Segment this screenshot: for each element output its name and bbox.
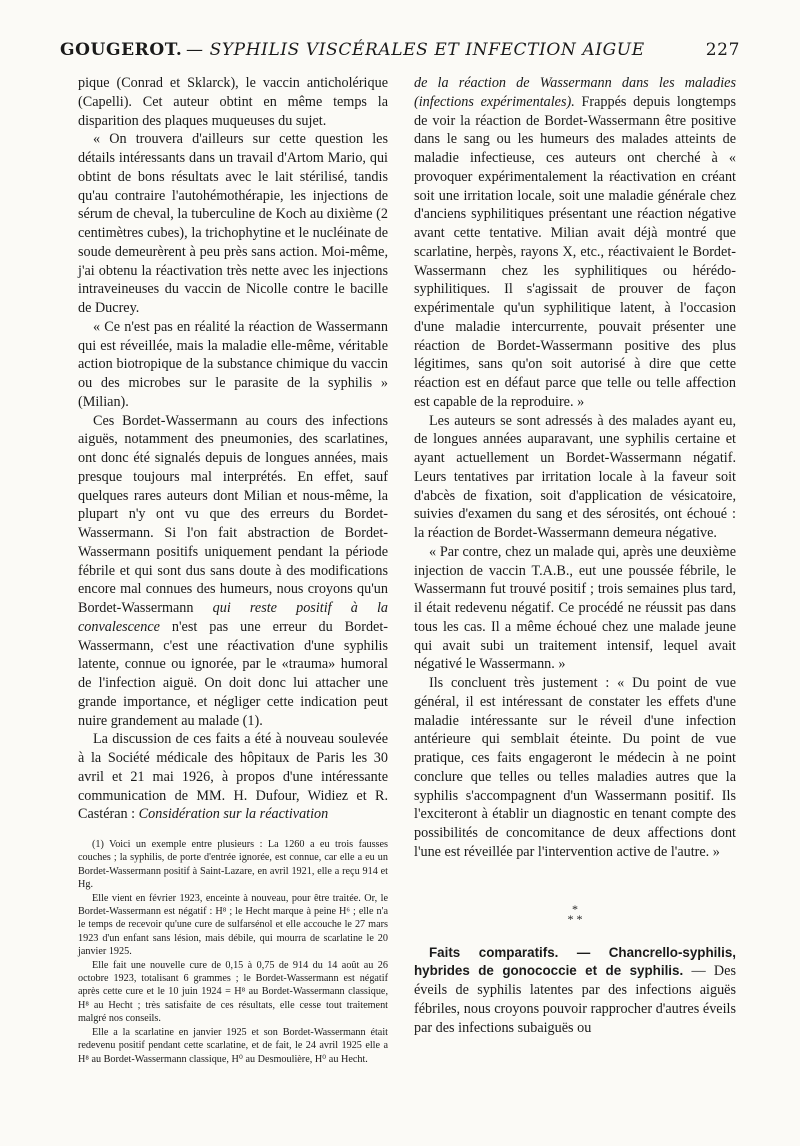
header-author: GOUGEROT. xyxy=(60,40,183,60)
right-column xyxy=(414,74,736,1037)
footnote: Elle a la scarlatine en janvier 1925 et son Bordet-Wassermann était redevenu positif pendant cette scarlatine, et de fait, le 24 avril 1925 elle a H⁸ au Bordet-Wassermann classique, H⁰ au Desmoulière, H⁰ au Hecht. xyxy=(78,1026,388,1065)
left-column xyxy=(78,74,388,1066)
section-heading: Faits comparatifs. — Chancrello-syphilis, hybrides de gonococcie et de syphilis. xyxy=(414,944,736,979)
paragraph: de la réaction de Wassermann dans les maladies (infections expérimentales). Frappés depuis longtemps de voir la réaction de Bordet-Wassermann être positive dans le sang ou les humeurs des malades atteints de maladie infectieuse, ces auteurs ont cherché à « provoquer expérimentalement la réactivation en créant soit une irritation locale, soit une maladie générale chez d'anciens syphilitiques présentant une réaction négative avant cette tentative. Milian avait déjà montré que scarlatine, herpès, rayons X, etc., réactivaient le Bordet-Wassermann chez les syphilitiques ou hérédo-syphilitiques. Il s'agissait de prouver de façon expérimentale qu'un syphilitique latent, à l'occasion d'une maladie intercurrente, pouvait présenter une réaction de Bordet-Wassermann positive des plus légitimes, sans qu'on soit autorisé à dire que cette réaction est en défaut parce que telle ou telle affection est capable de la reproduire. » xyxy=(414,75,736,410)
header-title: — SYPHILIS VISCÉRALES ET INFECTION AIGUE xyxy=(186,40,645,60)
paragraph: La discussion de ces faits a été à nouveau soulevée à la Société médicale des hôpitaux de Paris les 30 avril et 21 mai 1926, à propos d'une intéressante communication de MM. H. Dufour, Widiez et R. Castéran : Considération sur la réactivation xyxy=(78,731,388,823)
running-header xyxy=(60,40,740,66)
paragraph: « Par contre, chez un malade qui, après une deuxième injection de vaccin T.A.B., eut une poussée fébrile, le Wassermann fut trouvé positif ; trois semaines plus tard, il était redevenu négatif. Ce procédé ne réussit pas dans tous les cas. Il a même échoué chez une malade jeune qui avait subi un traitement intensif, lequel avait négativé le Wassermann. » xyxy=(414,543,736,673)
footnote: (1) Voici un exemple entre plusieurs : La 1260 a eu trois fausses couches ; la syphilis, de porte d'entrée ignorée, est connue, car elle a eu un Bordet-Wassermann positif à Saint-Lazare, en avril 1921, elle a reçu 914 et Hg. xyxy=(78,839,388,891)
paragraph: Les auteurs se sont adressés à des malades ayant eu, de longues années auparavant, une syphilis certaine et ayant actuellement un Bordet-Wassermann négatif. Leurs tentatives par irritation locale à la faveur soit d'abcès de fixation, soit d'application de vésicatoire, suivies d'examen du sang et des sérosités, ont échoué : la réaction de Bordet-Wassermann demeura négative. xyxy=(414,412,736,541)
footnote: Elle vient en février 1923, enceinte à nouveau, pour être traitée. Or, le Bordet-Wassermann est négatif : H⁸ ; le Hecht marque à peine H⁶ ; elle n'a le temps de recevoir qu'une cure de sulfarsénol et elle accouche le 27 mars 1923 d'un enfant sans lésion, mais débile, qui mourra de scarlatine le 20 janvier 1925. xyxy=(78,892,388,958)
section-separator: * * * xyxy=(567,901,583,926)
emphasis: Considération sur la réactivation xyxy=(138,806,329,823)
paragraph: Ces Bordet-Wassermann au cours des infections aiguës, notamment des pneumonies, des scarlatines, ont donc été signalés depuis de longues années, mais presque toujours mal interprétés. En effet, sauf quelques rares auteurs dont Milian et nous-même, la plupart n'y ont vu que des erreurs du Bordet-Wassermann. Si l'on fait abstraction de Bordet-Wassermann positifs uniquement pendant la période fébrile et qui sont dus sans doute à des modifications encore mal connues des humeurs, nous croyons qu'un Bordet-Wassermann qui reste positif à la convalescence n'est pas une erreur du Bordet-Wassermann, c'est une réactivation d'une syphilis latente, connue ou ignorée, par le «trauma» humoral de l'infection aiguë. On doit donc lui attacher une grande importance, et négliger cette indication peut nuire grandement au malade (1). xyxy=(78,412,389,729)
emphasis: qui reste positif à la convalescence xyxy=(78,600,389,635)
emphasis: de la réaction de Wassermann dans les maladies (infections expérimentales). xyxy=(414,75,736,110)
page-number: 227 xyxy=(705,40,740,60)
paragraph: « On trouvera d'ailleurs sur cette question les détails intéressants dans un travail d'Artom Mario, qui obtint de bons résultats avec le lait stérilisé, tandis qu'au contraire l'autohémothérapie, les injections de sérum de cheval, la tuberculine de Koch au dixième (2 centimètres cubes), la trichophytine et le nucléinate de soude demeurèrent à peu près sans action. Moi-même, j'ai obtenu la réactivation très nette avec les injections intraveineuses du vaccin de Nicolle contre le bacille de Ducrey. xyxy=(78,131,388,316)
paragraph: Ils concluent très justement : « Du point de vue général, il est intéressant de constater les effets d'une maladie intéressante sur le réveil d'une infection antérieure qui semblait éteinte. Du point de vue pratique, ces faits engageront le médecin à ne point conclure que telles ou telles maladies autres que la syphilis s'accompagnent d'un Wassermann positif. Ils l'exciteront à établir un diagnostic en tenant compte des possibilités de concomitance de deux affections dont l'une est réveillée par l'intervention active de l'autre. » xyxy=(414,675,736,860)
footnotes xyxy=(78,838,388,1066)
footnote: Elle fait une nouvelle cure de 0,15 à 0,75 de 914 du 14 août au 26 octobre 1923, totalisant 6 grammes ; le Bordet-Wassermann est négatif après cette cure et le 10 juin 1924 = H⁸ au Bordet-Wassermann classique, H⁸ au Hecht ; très satisfaite de ces résultats, elle cesse tout traitement malgré nos conseils. xyxy=(78,959,388,1025)
paragraph: Faits comparatifs. — Chancrello-syphilis, hybrides de gonococcie et de syphilis. — Des éveils de syphilis latentes par des infections aiguës fébriles, nous croyons pouvoir rapprocher d'autres éveils par des infections subaiguës ou xyxy=(414,944,736,1036)
paragraph: « Ce n'est pas en réalité la réaction de Wassermann qui est réveillée, mais la maladie elle-même, véritable action biotropique de la substance chimique du vaccin ou des microbes sur le parasite de la syphilis » (Milian). xyxy=(78,318,388,410)
paragraph: pique (Conrad et Sklarck), le vaccin anticholérique (Capelli). Cet auteur obtint en même temps la disparition des plaques muqueuses du sujet. xyxy=(78,75,388,129)
